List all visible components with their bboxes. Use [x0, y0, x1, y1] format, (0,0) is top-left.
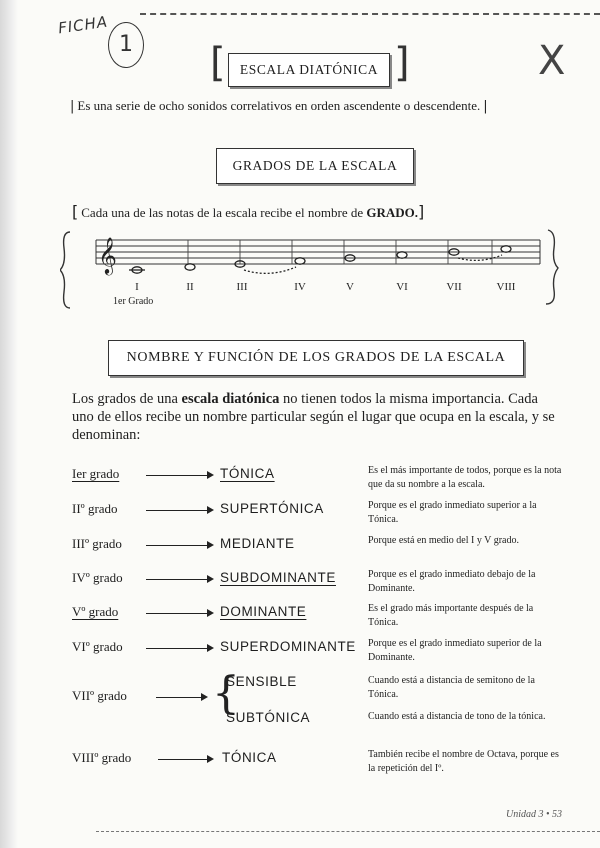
arrow-icon — [146, 475, 212, 476]
first-grado-label: 1er Grado — [113, 296, 154, 307]
page-footer: Unidad 3 • 53 — [506, 809, 563, 820]
hand-brace-right — [546, 230, 558, 304]
semitone-slur-1 — [244, 267, 296, 273]
note-do-octava — [501, 246, 511, 252]
handwritten-ficha: FICHA — [56, 12, 110, 38]
hand-bracket-left: [ — [210, 40, 226, 86]
arrow-icon — [146, 510, 212, 511]
hand-bracket-right: ] — [394, 40, 410, 86]
degree-desc: También recibe el nombre de Octava, porque es la repetición del Iº. — [368, 749, 559, 774]
bottom-dashed-rule — [96, 831, 600, 832]
roman-numeral: I — [135, 281, 139, 293]
arrow-icon — [158, 759, 212, 760]
note-la — [397, 252, 407, 258]
nombre-intro-part1: Los grados de una — [72, 391, 182, 407]
title-escala-diatonica: ESCALA DIATÓNICA — [228, 53, 390, 87]
degree-name: DOMINANTE — [220, 604, 307, 619]
arrow-icon — [146, 545, 212, 546]
degree-desc: Cuando está a distancia de semitono de la Tónica. — [368, 675, 535, 700]
degree-grado: VIº grado — [72, 639, 123, 654]
degree-grado: IIIº grado — [72, 536, 122, 551]
roman-numeral: III — [236, 281, 248, 293]
roman-numeral: VI — [396, 281, 408, 293]
hand-brace-left — [60, 232, 70, 308]
hand-mark-left: | — [70, 99, 75, 114]
degree-desc: Porque es el grado inmediato superior a la Tónica. — [368, 500, 537, 525]
degree-grado: Ier grado — [72, 466, 120, 481]
note-fa — [295, 258, 305, 264]
degree-desc: Es el grado más importante después de la Tónica. — [368, 603, 534, 628]
treble-clef-icon: 𝄞 — [98, 236, 117, 274]
nombre-intro-text — [72, 390, 562, 444]
degree-name: MEDIANTE — [220, 536, 295, 551]
page-edge-shadow — [0, 0, 18, 848]
hand-bracket-close: ] — [418, 202, 425, 221]
degree-name: SENSIBLE — [226, 674, 297, 689]
degree-name: TÓNICA — [220, 466, 275, 481]
grado-intro-prefix: Cada una de las notas de la escala recibe el nombre de — [81, 205, 367, 220]
degree-alt-desc: Cuando está a distancia de tono de la tónica. — [368, 711, 546, 722]
degree-desc: Porque está en medio del I y V grado. — [368, 535, 519, 546]
roman-numeral: VII — [446, 281, 462, 293]
note-re — [185, 264, 195, 270]
nombre-intro-bold: escala diatónica — [181, 391, 280, 407]
top-dashed-rule — [140, 13, 600, 15]
roman-numeral: II — [186, 281, 194, 293]
definition-body: Es una serie de ocho sonidos correlativos en orden ascendente o descendente. — [77, 98, 481, 113]
arrow-icon — [156, 697, 206, 698]
degree-name: SUBDOMINANTE — [220, 570, 336, 585]
degree-desc: Porque es el grado inmediato superior de la Dominante. — [368, 638, 542, 663]
roman-numeral: IV — [294, 281, 306, 293]
hand-bracket-open: [ — [72, 202, 79, 221]
degree-desc: Es el más importante de todos, porque es la nota que da su nombre a la escala. — [368, 465, 562, 490]
degree-name: SUPERTÓNICA — [220, 501, 324, 516]
roman-numeral: V — [346, 281, 354, 293]
curly-brace-icon: { — [212, 668, 240, 719]
handwritten-ficha-number: 1 — [108, 22, 144, 68]
grado-intro-text — [72, 202, 424, 221]
nombre-intro-part2: no tienen todos la misma importancia. Cada uno de ellos recibe un nombre particular según el lugar que ocupa en la escala, y se denominan: — [72, 391, 555, 443]
title-grados-de-la-escala: GRADOS DE LA ESCALA — [216, 148, 414, 184]
degree-grado: IVº grado — [72, 570, 123, 585]
arrow-icon — [146, 648, 212, 649]
arrow-icon — [146, 613, 212, 614]
handwritten-cross-mark: X — [538, 38, 566, 84]
arrow-icon — [146, 579, 212, 580]
degree-grado: VIIIº grado — [72, 750, 132, 765]
title-nombre-y-funcion: NOMBRE Y FUNCIÓN DE LOS GRADOS DE LA ESCALA — [108, 340, 524, 376]
degree-grado: Vº grado — [72, 604, 119, 619]
degree-name: SUPERDOMINANTE — [220, 639, 356, 654]
degree-name: TÓNICA — [222, 750, 277, 765]
degree-alt-name: SUBTÓNICA — [226, 710, 311, 725]
roman-numeral: VIII — [496, 281, 516, 293]
grado-intro-bold: GRADO. — [366, 205, 419, 220]
degree-grado: IIº grado — [72, 501, 118, 516]
degree-grado: VIIº grado — [72, 688, 127, 703]
definition-text — [70, 97, 558, 116]
degree-desc: Porque es el grado inmediato debajo de la Dominante. — [368, 569, 536, 594]
hand-mark-right: | — [483, 99, 488, 114]
